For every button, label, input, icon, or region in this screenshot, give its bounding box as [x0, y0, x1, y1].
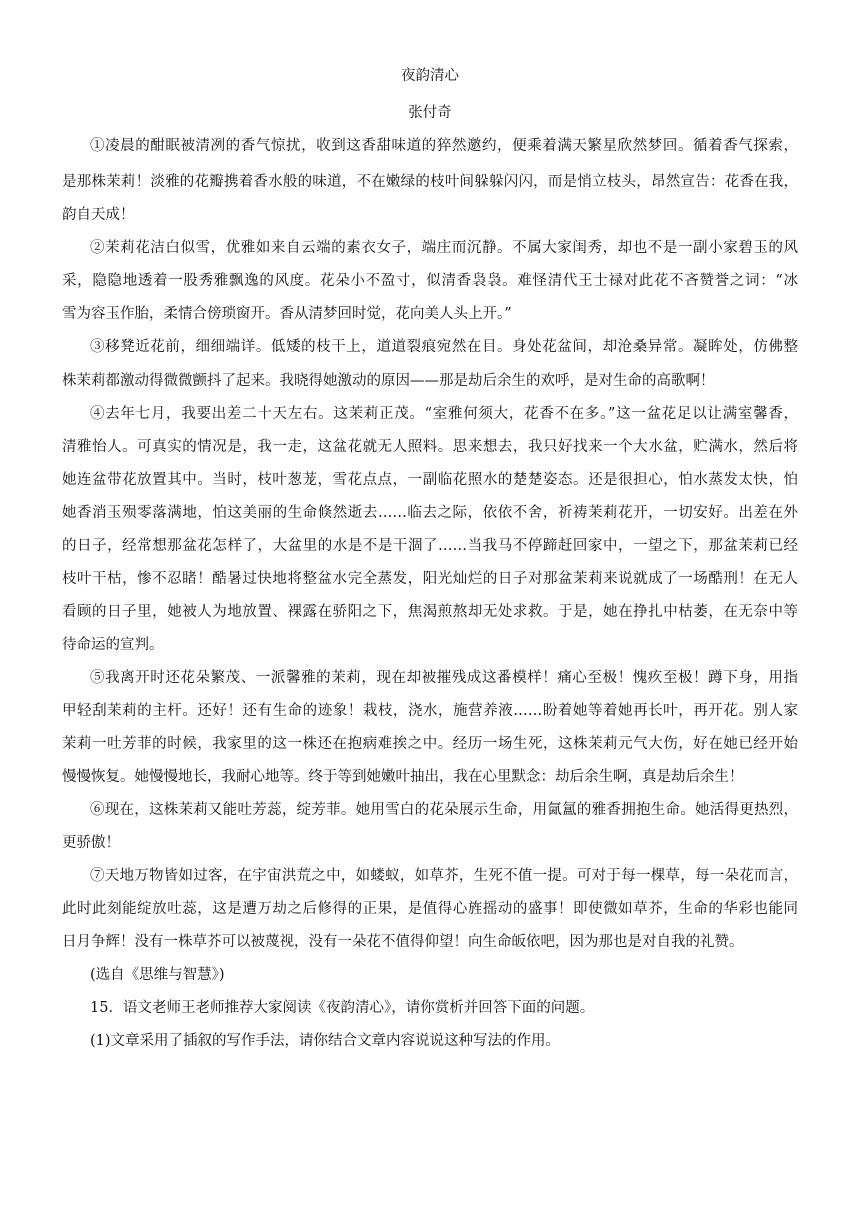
paragraph-line: 甲轻刮茉莉的主杆。还好！还有生命的迹象！栽枝，浇水，施营养液……盼着她等着她再长叶，再开花。别人家 [62, 703, 798, 719]
paragraph-line: ⑤我离开时还花朵繁茂、一派馨雅的茉莉，现在却被摧残成这番模样！痛心至极！愧疚至极！蹲下身，用指 [90, 670, 798, 686]
question-subitem: (1)文章采用了插叙的写作手法，请你结合文章内容说说这种写法的作用。 [90, 1033, 561, 1049]
paragraph-line: ①凌晨的酣眠被清冽的香气惊扰，收到这香甜味道的猝然邀约，便乘着满天繁星欣然梦回。循着香气探索， [90, 138, 798, 154]
paragraph-line: 更骄傲！ [62, 835, 120, 851]
paragraph-line: 采，隐隐地透着一股秀雅飘逸的风度。花朵小不盈寸，似清香袅袅。难怪清代王士禄对此花不吝赞誉之词：“冰 [62, 273, 798, 289]
paragraph-line: 看顾的日子里，她被人为地放置、裸露在骄阳之下，焦渴煎熬却无处求救。于是，她在挣扎中枯萎，在无奈中等 [62, 604, 798, 620]
source-note: (选自《思维与智慧》) [90, 967, 225, 983]
paragraph-line: 她香消玉殒零落满地，怕这美丽的生命倏然逝去……临去之际，依依不舍，祈祷茉莉花开，一切安好。出差在外 [62, 505, 798, 521]
paragraph-line: 茉莉一吐芳菲的时候，我家里的这一株还在抱病难挨之中。经历一场生死，这株茉莉元气大伤，好在她已经开始 [62, 736, 798, 752]
article-author: 张付奇 [408, 105, 452, 121]
paragraph-line: 此时此刻能绽放吐蕊，这是遭万劫之后修得的正果，是值得心旌摇动的盛事！即使微如草芥，生命的华彩也能同 [62, 901, 798, 917]
paragraph-line: ②茉莉花洁白似雪，优雅如来自云端的素衣女子，端庄而沉静。不属大家闺秀，却也不是一副小家碧玉的风 [90, 240, 798, 256]
paragraph-line: 日月争辉！没有一株草芥可以被蔑视，没有一朵花不值得仰望！向生命皈依吧，因为那也是对自我的礼赞。 [62, 934, 744, 950]
paragraph-line: 雪为容玉作胎，柔情合傍琐窗开。香从清梦回时觉，花向美人头上开。” [62, 306, 512, 322]
paragraph-line: 株茉莉都激动得微微颤抖了起来。我晓得她激动的原因——那是劫后余生的欢呼，是对生命的高歌啊！ [62, 373, 715, 389]
paragraph-line: 待命运的宣判。 [62, 637, 164, 653]
paragraph-line: 清雅怡人。可真实的情况是，我一走，这盆花就无人照料。思来想去，我只好找来一个大水盆，贮满水，然后将 [62, 439, 798, 455]
article-title: 夜韵清心 [401, 68, 459, 84]
paragraph-line: 枝叶干枯，惨不忍睹！酷暑过快地将整盆水完全蒸发，阳光灿烂的日子对那盆茉莉来说就成了一场酷刑！在无人 [62, 571, 798, 587]
paragraph-line: ③移凳近花前，细细端详。低矮的枝干上，道道裂痕宛然在目。身处花盆间，却沧桑异常。凝眸处，仿佛整 [90, 339, 798, 355]
paragraph-line: 是那株茉莉！淡雅的花瓣携着香水般的味道，不在嫩绿的枝叶间躲躲闪闪，而是悄立枝头，昂然宣告：花香在我， [62, 174, 798, 190]
question-stem: 15．语文老师王老师推荐大家阅读《夜韵清心》，请你赏析并回答下面的问题。 [90, 1000, 595, 1016]
paragraph-line: 的日子，经常想那盆花怎样了，大盆里的水是不是干涸了……当我马不停蹄赶回家中，一望之下，那盆茉莉已经 [62, 538, 798, 554]
paragraph-line: 韵自天成！ [62, 207, 135, 223]
paragraph-line: 慢慢恢复。她慢慢地长，我耐心地等。终于等到她嫩叶抽出，我在心里默念：劫后余生啊，真是劫后余生！ [62, 769, 744, 785]
paragraph-line: ⑥现在，这株茉莉又能吐芳蕊，绽芳菲。她用雪白的花朵展示生命，用氤氲的雅香拥抱生命。她活得更热烈， [90, 802, 798, 818]
paragraph-line: ⑦天地万物皆如过客，在宇宙洪荒之中，如蝼蚁，如草芥，生死不值一提。可对于每一棵草，每一朵花而言， [90, 868, 798, 884]
paragraph-line: 她连盆带花放置其中。当时，枝叶葱茏，雪花点点，一副临花照水的楚楚姿态。还是很担心，怕水蒸发太快，怕 [62, 472, 798, 488]
paragraph-line: ④去年七月，我要出差二十天左右。这茉莉正茂。“室雅何须大，花香不在多。”这一盆花足以让满室馨香， [90, 406, 798, 422]
